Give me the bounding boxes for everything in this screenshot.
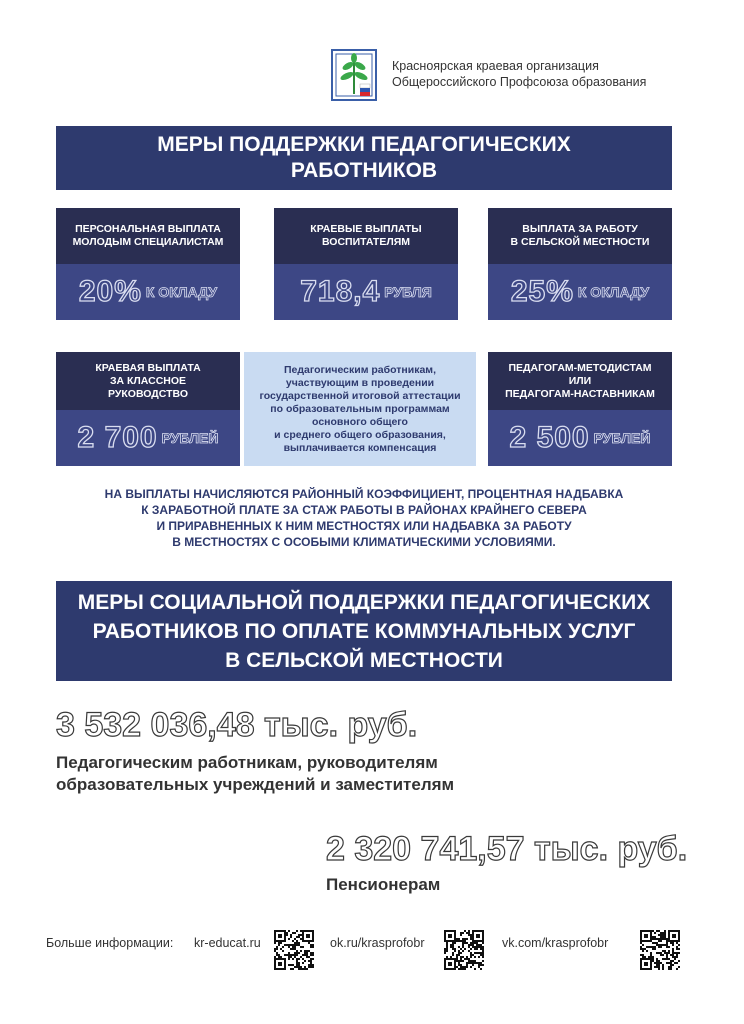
link-ok-ru[interactable]: ok.ru/krasprofobr xyxy=(330,936,425,950)
qr-code-icon xyxy=(444,930,484,970)
card-label-line: ПЕРСОНАЛЬНАЯ ВЫПЛАТА xyxy=(75,223,221,235)
card-label-line: ЗА КЛАССНОЕ xyxy=(109,374,187,387)
card-label-line: РУКОВОДСТВО xyxy=(107,387,188,400)
card-label-line: ПЕДАГОГАМ-МЕТОДИСТАМ xyxy=(508,361,652,374)
card-label xyxy=(56,208,240,264)
info-line: по образовательным программам xyxy=(270,402,450,415)
card-label-line: МОЛОДЫМ СПЕЦИАЛИСТАМ xyxy=(72,236,224,248)
note-line: В МЕСТНОСТЯХ С ОСОБЫМИ КЛИМАТИЧЕСКИМИ УСЛОВИЯМИ. xyxy=(172,535,556,549)
card-value-unit: РУБЛЯ xyxy=(384,284,432,300)
amount-pensioners-description: Пенсионерам xyxy=(326,875,441,894)
card-value xyxy=(274,264,458,320)
more-info-label: Больше информации: xyxy=(46,936,174,950)
card-value xyxy=(56,410,240,466)
amount-pensioners: 2 320 741,57 тыс. руб. xyxy=(326,830,688,868)
info-line: выплачивается компенсация xyxy=(283,441,437,454)
info-line: Педагогическим работникам, xyxy=(283,363,436,376)
card-value-number: 2 500 xyxy=(509,421,590,454)
coefficient-note xyxy=(56,486,672,550)
card-label xyxy=(274,208,458,264)
desc-line: образовательных учреждений и заместителям xyxy=(56,775,455,794)
note-line: К ЗАРАБОТНОЙ ПЛАТЕ ЗА СТАЖ РАБОТЫ В РАЙОНАХ КРАЙНЕГО СЕВЕРА xyxy=(141,503,587,517)
banner2-line-3: В СЕЛЬСКОЙ МЕСТНОСТИ xyxy=(225,648,503,672)
card-label-line: ВОСПИТАТЕЛЯМ xyxy=(321,236,411,248)
note-line: НА ВЫПЛАТЫ НАЧИСЛЯЮТСЯ РАЙОННЫЙ КОЭФФИЦИЕНТ, ПРОЦЕНТНАЯ НАДБАВКА xyxy=(104,487,624,501)
card-value-number: 25% xyxy=(510,275,574,308)
org-line-1: Красноярская краевая организация xyxy=(392,59,599,73)
card-label-line: КРАЕВАЯ ВЫПЛАТА xyxy=(95,361,201,374)
banner2-line-1: МЕРЫ СОЦИАЛЬНОЙ ПОДДЕРЖКИ ПЕДАГОГИЧЕСКИХ xyxy=(77,590,651,614)
card-label-line: ИЛИ xyxy=(568,374,592,387)
card-class-management xyxy=(56,352,240,466)
card-educators xyxy=(274,208,458,320)
info-line: основного общего xyxy=(312,415,408,428)
card-label-line: ПЕДАГОГАМ-НАСТАВНИКАМ xyxy=(505,387,655,400)
card-value-unit: К ОКЛАДУ xyxy=(577,284,650,300)
desc-line: Педагогическим работникам, руководителям xyxy=(56,753,438,772)
amount-teachers-description xyxy=(56,752,576,796)
card-label xyxy=(56,352,240,410)
amount-teachers: 3 532 036,48 тыс. руб. xyxy=(56,706,418,744)
link-kr-educat[interactable]: kr-educat.ru xyxy=(194,936,261,950)
card-label xyxy=(488,208,672,264)
info-line: государственной итоговой аттестации xyxy=(259,389,461,402)
organization-name xyxy=(392,58,646,90)
card-value xyxy=(488,410,672,466)
card-methodologists-mentors xyxy=(488,352,672,466)
card-rural-work xyxy=(488,208,672,320)
note-line: И ПРИРАВНЕННЫХ К НИМ МЕСТНОСТЯХ ИЛИ НАДБАВКА ЗА РАБОТУ xyxy=(156,519,572,533)
card-value xyxy=(488,264,672,320)
banner1-line-2: РАБОТНИКОВ xyxy=(290,159,438,182)
card-value-number: 2 700 xyxy=(77,421,158,454)
card-value-unit: РУБЛЕЙ xyxy=(593,430,651,446)
card-label-line: КРАЕВЫЕ ВЫПЛАТЫ xyxy=(310,223,422,235)
info-line: и среднего общего образования, xyxy=(274,428,446,441)
card-value-unit: К ОКЛАДУ xyxy=(145,284,218,300)
card-young-specialists xyxy=(56,208,240,320)
leaf-book-icon xyxy=(330,46,378,102)
support-measures-banner xyxy=(56,126,672,190)
banner1-line-1: МЕРЫ ПОДДЕРЖКИ ПЕДАГОГИЧЕСКИХ xyxy=(157,133,571,156)
card-value-unit: РУБЛЕЙ xyxy=(161,430,219,446)
info-line: участвующим в проведении xyxy=(285,376,435,389)
card-label xyxy=(488,352,672,410)
org-line-2: Общероссийского Профсоюза образования xyxy=(392,75,647,89)
exam-compensation-box xyxy=(244,352,476,466)
card-value-number: 718,4 xyxy=(300,275,381,308)
qr-code-icon xyxy=(274,930,314,970)
card-label-line: В СЕЛЬСКОЙ МЕСТНОСТИ xyxy=(510,236,650,248)
qr-code-icon xyxy=(640,930,680,970)
banner2-line-2: РАБОТНИКОВ ПО ОПЛАТЕ КОММУНАЛЬНЫХ УСЛУГ xyxy=(92,619,636,643)
card-value xyxy=(56,264,240,320)
card-value-number: 20% xyxy=(78,275,142,308)
utility-support-banner xyxy=(56,581,672,681)
link-vk[interactable]: vk.com/krasprofobr xyxy=(502,936,609,950)
card-label-line: ВЫПЛАТА ЗА РАБОТУ xyxy=(522,223,638,235)
